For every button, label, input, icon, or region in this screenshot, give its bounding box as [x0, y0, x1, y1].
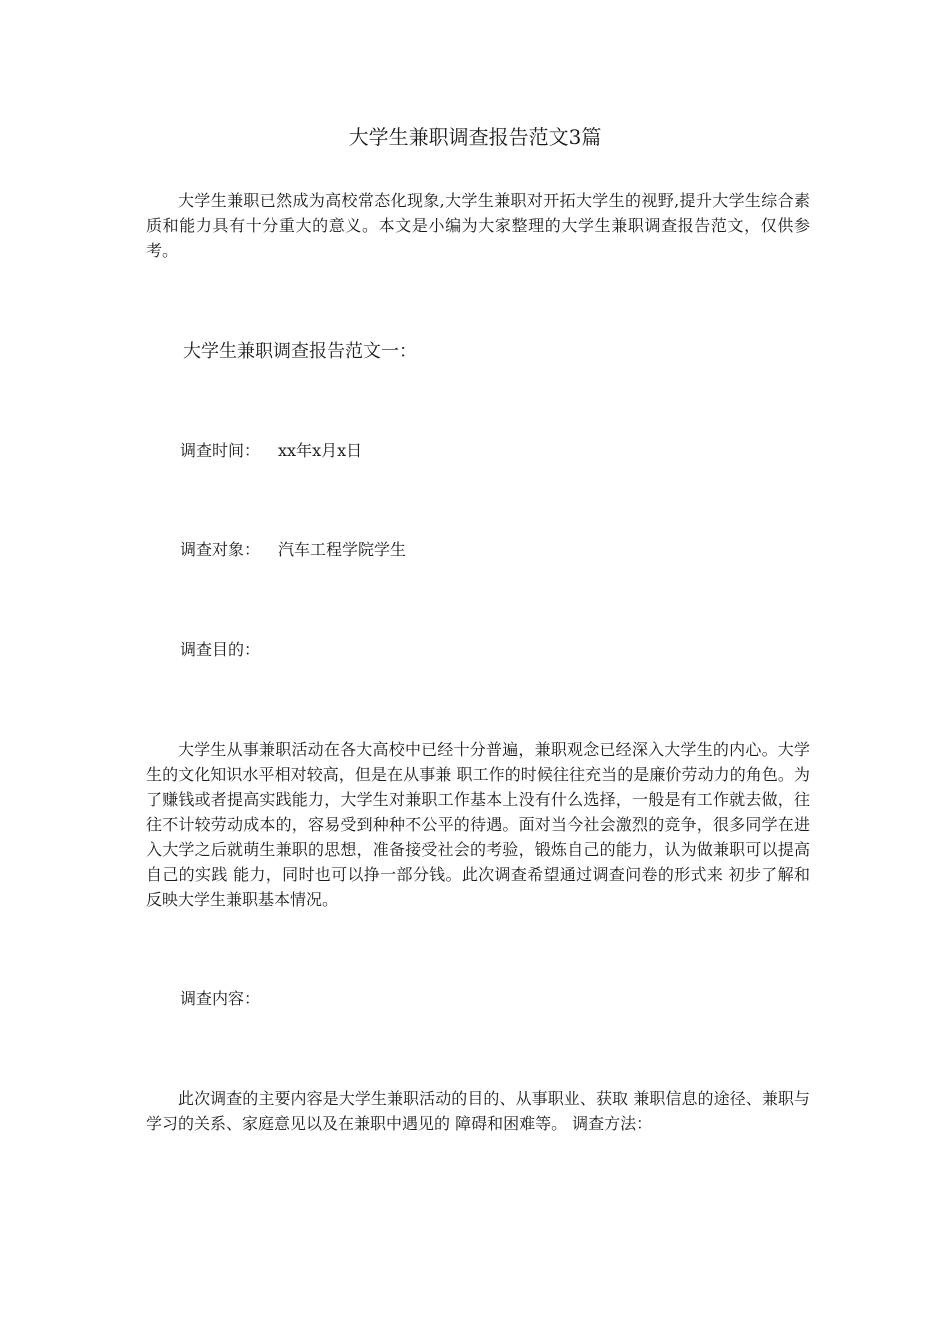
survey-time-label: 调查时间：	[180, 441, 261, 460]
survey-content-label: 调查内容：	[180, 989, 261, 1008]
survey-object-value: 汽车工程学院学生	[278, 540, 407, 559]
document-title: 大学生兼职调查报告范文3篇	[348, 125, 602, 149]
survey-purpose-label: 调查目的：	[180, 640, 261, 659]
survey-time-value: xx年x月x日	[278, 441, 363, 460]
section-heading: 大学生兼职调查报告范文一：	[183, 341, 417, 362]
survey-object-line	[180, 538, 406, 562]
survey-object-label: 调查对象：	[180, 540, 261, 559]
survey-content-paragraph: 此次调查的主要内容是大学生兼职活动的目的、从事职业、获取 兼职信息的途径、兼职与学习的关系、家庭意见以及在兼职中遇见的 障碍和困难等。 调查方法：	[146, 1089, 810, 1133]
intro-paragraph: 大学生兼职已然成为高校常态化现象,大学生兼职对开拓大学生的视野,提升大学生综合素质和能力具有十分重大的意义。本文是小编为大家整理的大学生兼职调查报告范文，仅供参考。	[146, 191, 810, 260]
survey-purpose-paragraph: 大学生从事兼职活动在各大高校中已经十分普遍，兼职观念已经深入大学生的内心。大学生的文化知识水平相对较高，但是在从事兼 职工作的时候往往充当的是廉价劳动力的角色。为了赚钱或者提高实践能力，大学生对兼职工作基本上没有什么选择，一般是有工作就去做，往往不计较劳动成本的，容易受到种种不公平的待遇。面对当今社会激烈的竞争，很多同学在进入大学之后就萌生兼职的思想，准备接受社会的考验，锻炼自己的能力，认为做兼职可以提高自己的实践 能力，同时也可以挣一部分钱。此次调查希望通过调查问卷的形式来 初步了解和反映大学生兼职基本情况。	[146, 740, 810, 909]
survey-time-line	[180, 439, 362, 463]
